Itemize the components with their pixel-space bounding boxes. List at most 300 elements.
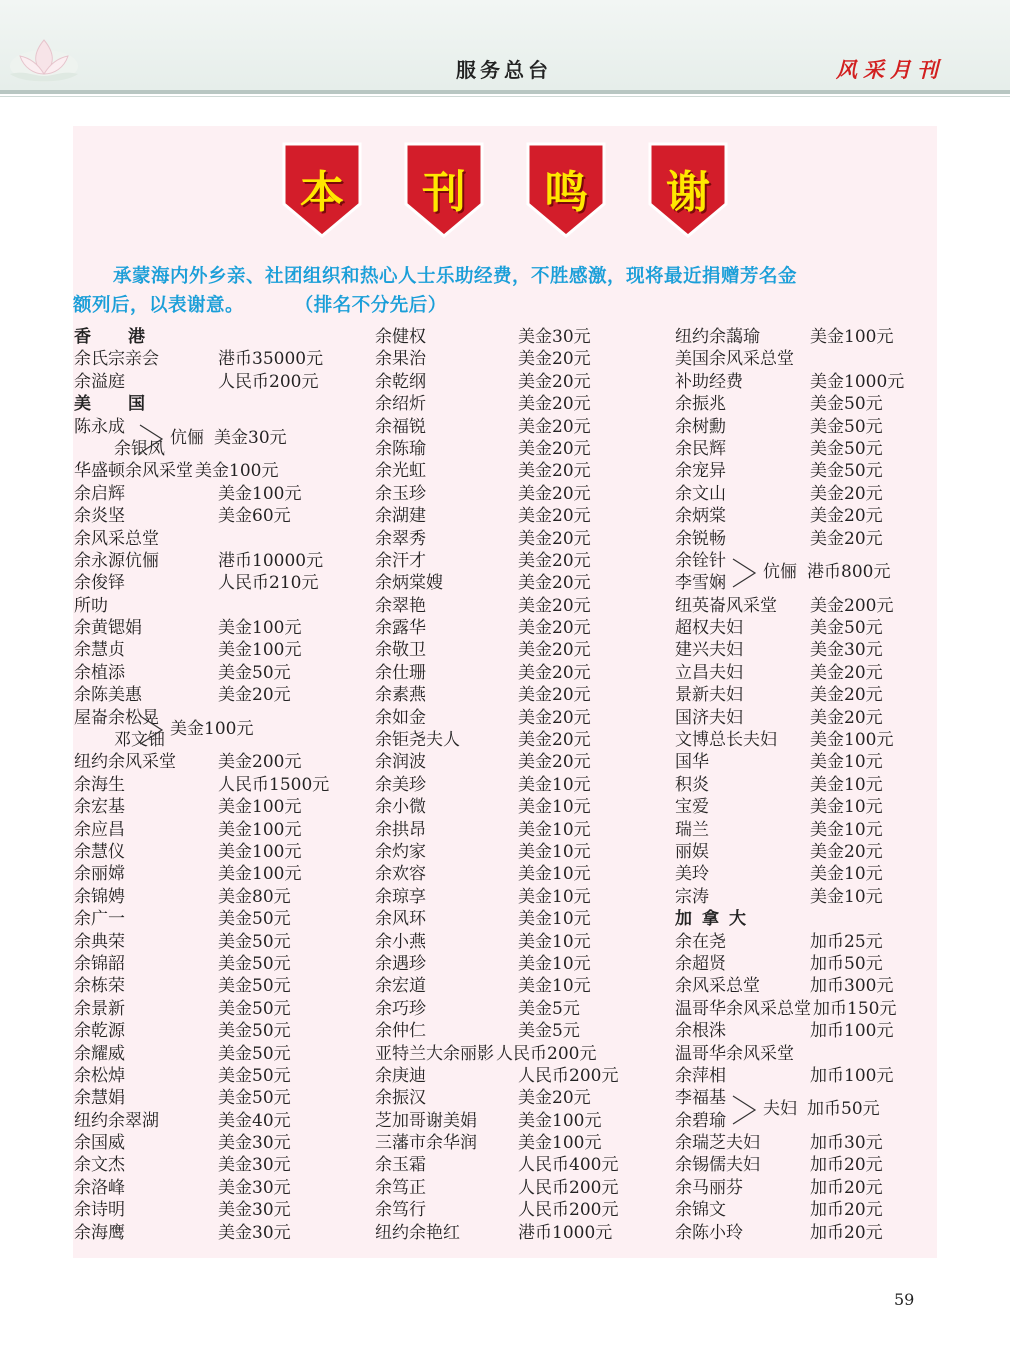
donor-name: 余诗明	[74, 1200, 125, 1221]
donor-name: 余仕珊	[375, 662, 426, 683]
donation-amount: 美金30元	[518, 327, 591, 347]
donor-name: 余马丽芬	[675, 1177, 743, 1198]
donation-amount: 美金20元	[518, 707, 591, 728]
donor-row	[675, 505, 937, 527]
donor-name: 余美珍	[375, 774, 426, 795]
donation-amount: 美金10元	[518, 774, 591, 795]
donor-row	[375, 1132, 665, 1154]
donor-row	[675, 684, 937, 706]
banner-badge	[404, 142, 484, 238]
donor-name: 余庚迪	[375, 1065, 426, 1086]
donor-name: 余宏基	[74, 797, 125, 818]
donation-amount: 美金100元	[518, 1133, 602, 1154]
donation-amount: 美金20元	[518, 394, 591, 415]
donor-name: 纽约余翠湖	[74, 1110, 159, 1131]
donor-name: 余欢容	[375, 864, 426, 885]
donor-row	[74, 908, 364, 930]
donor-name: 余笃行	[375, 1200, 426, 1221]
donor-name: 邓文钿	[114, 730, 165, 751]
donation-amount: 美金200元	[218, 752, 302, 773]
donation-amount: 美金20元	[810, 685, 883, 706]
donor-name: 屋崙余松晃	[74, 707, 159, 728]
group-label	[763, 561, 890, 583]
donor-name: 余玉珍	[375, 483, 426, 504]
donor-row	[675, 998, 937, 1020]
donation-amount: 加币150元	[813, 998, 897, 1019]
donation-amount: 美金50元	[218, 931, 291, 952]
donor-row	[375, 1177, 665, 1199]
donation-amount: 美金50元	[218, 1021, 291, 1042]
donation-amount: 美金20元	[518, 528, 591, 549]
donor-row	[74, 1222, 364, 1244]
donor-name: 华盛顿余风采堂	[74, 461, 193, 482]
donor-name: 余慧仪	[74, 842, 125, 863]
donor-name: 余素燕	[375, 685, 426, 706]
donation-amount: 美金20元	[518, 752, 591, 773]
intro-paragraph	[73, 262, 939, 320]
donor-name: 余宏道	[375, 976, 426, 997]
donor-row	[375, 1087, 665, 1109]
donor-row	[74, 886, 364, 908]
donor-row	[375, 639, 665, 661]
donor-row	[74, 819, 364, 841]
donor-row	[375, 483, 665, 505]
donor-name: 余瑞芝夫妇	[675, 1133, 760, 1154]
donor-name: 李福基	[675, 1088, 726, 1109]
donor-name: 余炎坚	[74, 506, 125, 527]
donor-row	[74, 1154, 364, 1176]
donation-amount: 美金100元	[218, 618, 302, 639]
donor-row	[675, 1154, 937, 1176]
donor-name: 余国威	[74, 1133, 125, 1154]
donor-name: 余小微	[375, 797, 426, 818]
donation-amount: 美金100元	[218, 797, 302, 818]
donor-row	[675, 1222, 937, 1244]
donation-amount: 美金100元	[810, 730, 894, 751]
donation-amount: 美金60元	[218, 506, 291, 527]
donor-group-entry	[74, 416, 364, 461]
donation-amount: 加币20元	[810, 1177, 883, 1198]
donor-row	[74, 1020, 364, 1042]
donation-amount: 人民币200元	[518, 1065, 619, 1086]
donation-amount: 美金10元	[518, 841, 591, 862]
donation-amount: 美金10元	[518, 797, 591, 818]
donor-row	[74, 998, 364, 1020]
donor-name: 瑞兰	[675, 819, 709, 840]
donation-amount: 美金5元	[518, 998, 580, 1019]
donor-row	[375, 684, 665, 706]
donor-row	[74, 550, 364, 572]
donation-amount: 港币10000元	[218, 550, 324, 571]
donor-row	[375, 819, 665, 841]
donor-row	[675, 460, 937, 482]
donor-name: 余如金	[375, 707, 426, 728]
donation-amount: 美金10元	[518, 819, 591, 840]
donor-row	[74, 662, 364, 684]
donation-amount: 美金50元	[218, 1065, 291, 1086]
donor-row	[74, 684, 364, 706]
donor-name: 景新夫妇	[675, 685, 743, 706]
donor-name: 温哥华余风采总堂	[675, 998, 811, 1019]
donor-row	[675, 528, 937, 550]
donor-row	[675, 662, 937, 684]
donor-name: 余锦娉	[74, 886, 125, 907]
donor-row	[675, 841, 937, 863]
donor-row	[74, 975, 364, 997]
donor-row	[375, 393, 665, 415]
donor-name: 余丽嫦	[74, 864, 125, 885]
donor-column-1	[74, 326, 364, 1244]
banner-badge	[648, 142, 728, 238]
donation-amount: 美金100元	[218, 864, 302, 885]
donor-name: 余拱昂	[375, 819, 426, 840]
donor-name: 余玉霜	[375, 1155, 426, 1176]
donation-amount: 人民币210元	[218, 573, 319, 594]
donor-name: 余风采总堂	[74, 528, 159, 549]
donor-name: 余俊铎	[74, 573, 125, 594]
donor-name: 建兴夫妇	[675, 640, 743, 661]
donor-row	[74, 796, 364, 818]
donor-row	[675, 371, 937, 393]
donation-amount: 加币30元	[810, 1133, 883, 1154]
donor-row	[375, 707, 665, 729]
donor-row	[74, 348, 364, 370]
donation-amount: 美金100元	[195, 461, 279, 482]
donation-amount: 美金50元	[218, 1088, 291, 1109]
donor-column-2	[375, 326, 665, 1244]
banner-char: 刊	[422, 167, 466, 218]
donor-row	[375, 1222, 665, 1244]
donation-amount: 美金20元	[518, 483, 591, 504]
page-number: 59	[894, 1290, 915, 1309]
donation-amount: 美金10元	[810, 752, 883, 773]
donation-amount: 美金10元	[518, 864, 591, 885]
donation-amount: 美金20元	[518, 371, 591, 392]
lotus-flower-icon	[4, 30, 82, 88]
donation-amount: 美金10元	[810, 886, 883, 907]
donor-name: 余锦韶	[74, 953, 125, 974]
donation-amount: 美金20元	[518, 730, 591, 751]
donation-amount: 美金20元	[518, 416, 591, 437]
donor-row	[675, 819, 937, 841]
donor-name: 余超贤	[675, 953, 726, 974]
donation-amount: 美金100元	[518, 1110, 602, 1131]
donor-name: 余慧娟	[74, 1088, 125, 1109]
donation-amount: 美金20元	[218, 685, 291, 706]
donor-row	[675, 953, 937, 975]
donation-amount: 美金10元	[518, 976, 591, 997]
donor-name: 纽约余藹瑜	[675, 327, 760, 347]
donor-row	[675, 975, 937, 997]
donor-name: 余绍炘	[375, 394, 426, 415]
donor-row	[375, 1199, 665, 1221]
donor-row	[74, 863, 364, 885]
donor-name: 国济夫妇	[675, 707, 743, 728]
donor-name: 余仲仁	[375, 1021, 426, 1042]
donor-name: 宝爱	[675, 797, 709, 818]
group-label	[170, 718, 253, 740]
donation-amount: 美金1000元	[810, 371, 905, 392]
donor-name: 余铨针	[675, 550, 726, 571]
donor-row	[675, 796, 937, 818]
donor-row	[375, 796, 665, 818]
donor-name: 余文山	[675, 483, 726, 504]
donor-row	[375, 1065, 665, 1087]
donation-amount: 美金100元	[218, 819, 302, 840]
donor-name: 余笃正	[375, 1177, 426, 1198]
donor-row	[375, 998, 665, 1020]
donation-amount: 美金30元	[218, 1177, 291, 1198]
donation-amount: 美金20元	[810, 483, 883, 504]
donation-amount: 美金10元	[810, 819, 883, 840]
donor-name: 余海鹰	[74, 1222, 125, 1243]
donation-amount: 人民币400元	[518, 1155, 619, 1176]
donor-name: 纽约余风采堂	[74, 752, 176, 773]
donor-row	[675, 483, 937, 505]
donation-amount: 美金20元	[518, 662, 591, 683]
donor-name: 余松焯	[74, 1065, 125, 1086]
donor-name: 三藩市余华润	[375, 1133, 477, 1154]
donor-name: 补助经费	[675, 371, 743, 392]
donor-name: 余陈美惠	[74, 685, 142, 706]
donor-name: 余敬卫	[375, 640, 426, 661]
donor-name: 亚特兰大余丽影	[375, 1043, 494, 1064]
donor-group-entry	[74, 707, 364, 752]
donor-row	[74, 505, 364, 527]
donor-row	[375, 931, 665, 953]
donor-row	[675, 1043, 937, 1065]
group-label	[170, 427, 287, 449]
intro-line-2-text: 额列后，以表谢意。	[73, 295, 245, 316]
donation-amount: 美金100元	[170, 718, 254, 739]
region-name: 美 国	[74, 394, 155, 415]
donor-name: 余润波	[375, 752, 426, 773]
donor-name: 余氏宗亲会	[74, 349, 159, 370]
donor-row	[675, 1020, 937, 1042]
donor-column-3	[675, 326, 937, 1244]
donor-name: 余耀威	[74, 1043, 125, 1064]
donor-row	[74, 371, 364, 393]
donation-amount: 美金5元	[518, 1021, 580, 1042]
donor-name: 余银凤	[114, 438, 165, 459]
donation-amount: 美金20元	[810, 842, 883, 862]
donor-name: 余风环	[375, 909, 426, 930]
donor-row	[74, 774, 364, 796]
donor-row	[375, 886, 665, 908]
donor-name: 余振兆	[675, 394, 726, 415]
donor-name: 余植添	[74, 662, 125, 683]
donor-name: 余巧珍	[375, 998, 426, 1019]
donor-row	[375, 1154, 665, 1176]
donor-name: 余小燕	[375, 931, 426, 952]
donation-amount: 加币300元	[810, 976, 894, 997]
donor-row	[74, 483, 364, 505]
group-label	[763, 1098, 880, 1120]
donor-name: 余碧瑜	[675, 1110, 726, 1131]
donation-amount: 美金50元	[810, 461, 883, 482]
donor-name: 立昌夫妇	[675, 662, 743, 683]
donation-amount: 美金30元	[218, 1133, 291, 1154]
donor-row	[675, 886, 937, 908]
donation-amount: 美金20元	[810, 707, 883, 728]
brace-icon	[731, 1090, 759, 1130]
donor-name: 余景新	[74, 998, 125, 1019]
header-rule	[0, 90, 1010, 94]
donor-row	[675, 751, 937, 773]
donor-row	[375, 953, 665, 975]
donor-row	[675, 931, 937, 953]
donation-amount: 美金10元	[810, 864, 883, 885]
donation-amount: 美金100元	[810, 327, 894, 347]
donor-row	[375, 908, 665, 930]
donor-row	[74, 751, 364, 773]
donation-amount: 美金30元	[214, 427, 287, 448]
donation-amount: 人民币1500元	[218, 774, 330, 795]
donor-name: 余翠艳	[375, 595, 426, 616]
donor-name: 余湖建	[375, 506, 426, 527]
donation-amount: 美金80元	[218, 886, 291, 907]
donation-amount: 美金20元	[518, 349, 591, 370]
donor-row	[74, 1110, 364, 1132]
donor-group-entry	[675, 1087, 937, 1132]
donor-row	[74, 595, 364, 617]
donation-amount: 美金20元	[518, 685, 591, 706]
group-relation: 夫妇	[763, 1099, 797, 1120]
group-relation: 伉俪	[170, 427, 204, 448]
donor-row	[375, 1043, 665, 1065]
donor-name: 余健权	[375, 327, 426, 347]
magazine-title: 风采月刊	[836, 57, 944, 82]
donor-row	[675, 774, 937, 796]
donor-name: 余栋荣	[74, 976, 125, 997]
donor-row	[74, 1065, 364, 1087]
donor-row	[74, 1177, 364, 1199]
donation-amount: 美金20元	[518, 550, 591, 571]
donation-amount: 加币25元	[810, 931, 883, 952]
donor-row	[375, 460, 665, 482]
donation-amount: 美金50元	[218, 998, 291, 1019]
donation-amount: 港币1000元	[518, 1222, 613, 1243]
donor-row	[675, 1177, 937, 1199]
donation-amount: 美金20元	[518, 1088, 591, 1109]
donor-name: 余锡儒夫妇	[675, 1155, 760, 1176]
donor-row	[675, 729, 937, 751]
donor-row	[74, 528, 364, 550]
donor-name: 余黄锶娟	[74, 618, 142, 639]
donor-group-entry	[675, 550, 937, 595]
donor-row	[74, 953, 364, 975]
banner-badge	[282, 142, 362, 238]
region-heading	[675, 908, 937, 930]
donation-amount: 美金10元	[518, 909, 591, 930]
region-heading	[74, 326, 364, 348]
donation-amount: 美金20元	[810, 506, 883, 527]
donor-row	[74, 1087, 364, 1109]
donor-row	[375, 572, 665, 594]
intro-line-1: 承蒙海内外乡亲、社团组织和热心人士乐助经费，不胜感激，现将最近捐赠芳名金	[113, 266, 798, 287]
donor-row	[675, 1199, 937, 1221]
donor-row	[375, 528, 665, 550]
donation-amount: 美金50元	[218, 976, 291, 997]
donation-amount: 美金20元	[518, 461, 591, 482]
donor-name: 宗涛	[675, 886, 709, 907]
donor-name: 余琼享	[375, 886, 426, 907]
donation-amount: 人民币200元	[518, 1177, 619, 1198]
donation-amount: 美金50元	[810, 438, 883, 459]
donor-name: 余风采总堂	[675, 976, 760, 997]
donation-amount: 美金10元	[518, 953, 591, 974]
donor-name: 超权夫妇	[675, 618, 743, 639]
donor-name: 余宠异	[675, 461, 726, 482]
donor-row	[375, 841, 665, 863]
donor-name: 陈永成	[74, 416, 125, 437]
donor-name: 余典荣	[74, 931, 125, 952]
donor-name: 余果治	[375, 349, 426, 370]
donor-name: 余溢庭	[74, 371, 125, 392]
donor-row	[375, 438, 665, 460]
brace-icon	[731, 553, 759, 593]
header-rule-thin	[0, 96, 1010, 97]
donor-row	[74, 1132, 364, 1154]
donation-amount: 美金20元	[518, 506, 591, 527]
donation-amount: 美金100元	[218, 483, 302, 504]
donation-amount: 美金20元	[810, 528, 883, 549]
donor-name: 余民辉	[675, 438, 726, 459]
donation-amount: 美金20元	[518, 595, 591, 616]
donor-name: 美国余风采总堂	[675, 349, 794, 370]
banner-char: 本	[300, 167, 344, 218]
donor-row	[375, 326, 665, 348]
donor-name: 余陈瑜	[375, 438, 426, 459]
donor-name: 所叻	[74, 595, 108, 616]
donor-name: 余露华	[375, 618, 426, 639]
donor-name: 余洛峰	[74, 1177, 125, 1198]
donor-name: 余振汉	[375, 1088, 426, 1109]
donor-row	[375, 662, 665, 684]
banner-badge	[526, 142, 606, 238]
donation-amount: 港币35000元	[218, 349, 324, 370]
donor-name: 余炳棠	[675, 506, 726, 527]
donor-name: 文博总长夫妇	[675, 730, 777, 751]
donor-name: 余慧贞	[74, 640, 125, 661]
donor-row	[675, 348, 937, 370]
donation-amount: 美金20元	[810, 662, 883, 683]
intro-line-2	[73, 291, 939, 320]
donor-name: 余萍相	[675, 1065, 726, 1086]
donor-name: 余灼家	[375, 841, 426, 862]
donor-name: 国华	[675, 752, 709, 773]
group-relation: 伉俪	[763, 561, 797, 582]
region-name: 香 港	[74, 327, 155, 347]
section-title: 服务总台	[456, 58, 552, 82]
donor-row	[74, 841, 364, 863]
donor-name: 李雪娴	[675, 573, 726, 594]
banner-char: 鸣	[544, 167, 588, 218]
donor-row	[74, 639, 364, 661]
donor-name: 余海生	[74, 774, 125, 795]
donation-amount: 美金20元	[518, 640, 591, 661]
donor-name: 余文杰	[74, 1155, 125, 1176]
donation-amount: 美金50元	[218, 909, 291, 930]
donor-row	[675, 639, 937, 661]
donation-amount: 美金30元	[218, 1200, 291, 1221]
donor-row	[74, 617, 364, 639]
donation-amount: 加币20元	[810, 1222, 883, 1243]
donation-amount: 美金20元	[518, 438, 591, 459]
donor-name: 余陈小玲	[675, 1222, 743, 1243]
donation-amount: 美金20元	[518, 573, 591, 594]
donor-row	[74, 1199, 364, 1221]
